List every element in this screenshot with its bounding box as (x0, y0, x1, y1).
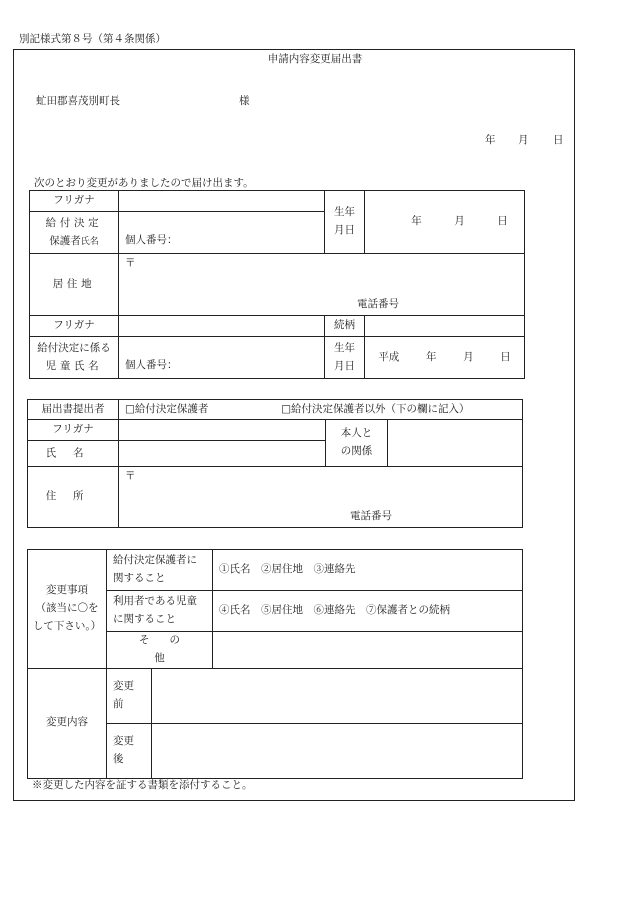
birth-month-label: 月 (454, 215, 465, 228)
changes-table (27, 549, 523, 779)
addressee: 虻田郡喜茂別町長 (36, 95, 120, 107)
date-year: 年 (485, 134, 496, 146)
relation-field[interactable] (365, 316, 525, 337)
child-id-number-label: 個人番号： (125, 359, 178, 372)
submitter-address-label: 住所 (28, 467, 119, 528)
change-content-label: 変更内容 (28, 668, 107, 778)
child-furigana-label: フリガナ (30, 316, 119, 337)
relation-label: 続柄 (325, 316, 365, 337)
furigana-label: フリガナ (30, 191, 119, 212)
submitter-label: 届出書提出者 (28, 400, 119, 420)
residence-field[interactable] (119, 254, 525, 316)
guardian-birth-field[interactable] (365, 191, 525, 254)
guardian-name-label: 給付決定 保護者氏名 (30, 212, 119, 254)
submitter-options (119, 400, 523, 420)
guardian-change-options[interactable]: ①氏名 ②居住地 ③連絡先 (213, 550, 523, 591)
option-guardian-checkbox[interactable]: □給付決定保護者 (125, 402, 209, 415)
submitter-relation-label: 本人と の関係 (326, 420, 388, 467)
child-birth-year-label: 年 (425, 350, 437, 363)
birth-day-label: 日 (497, 215, 508, 228)
form-reference: 別記様式第８号（第４条関係） (19, 33, 166, 45)
applicant-table (29, 190, 525, 379)
birth-label: 生年 月日 (325, 191, 365, 254)
child-name-field[interactable] (119, 337, 325, 379)
heisei-label: 平成 (378, 350, 400, 363)
intro-text: 次のとおり変更がありましたので届け出ます。 (34, 177, 254, 189)
other-change-field[interactable] (213, 632, 523, 669)
child-birth-month-label: 月 (463, 350, 474, 363)
id-number-label: 個人番号： (125, 234, 178, 247)
honorific: 様 (239, 95, 250, 107)
before-field[interactable] (152, 668, 523, 723)
residence-phone-label: 電話番号 (357, 298, 399, 310)
guardian-name-field[interactable] (119, 212, 325, 254)
submitter-postal-mark: 〒 (125, 470, 136, 482)
postal-mark: 〒 (125, 257, 136, 269)
child-furigana-field[interactable] (119, 316, 325, 337)
birth-year-label: 年 (411, 215, 422, 228)
option-other-checkbox[interactable]: □給付決定保護者以外（下の欄に記入） (281, 402, 470, 415)
submitter-address-field[interactable] (119, 467, 523, 528)
before-label: 変更 前 (107, 668, 152, 723)
after-field[interactable] (152, 723, 523, 778)
date-month: 月 (518, 134, 529, 146)
submitter-name-field[interactable] (119, 441, 326, 467)
change-items-label: 変更事項 （該当に〇を して下さい。） (28, 550, 107, 669)
submitter-furigana-field[interactable] (119, 420, 326, 441)
submitter-phone-label: 電話番号 (350, 510, 392, 522)
other-category-label: その他 (107, 632, 213, 669)
guardian-category-label: 給付決定保護者に 関すること (107, 550, 213, 591)
after-label: 変更 後 (107, 723, 152, 778)
footer-note: ※変更した内容を証する書類を添付すること。 (32, 779, 253, 791)
submitter-name-label: 氏名 (28, 441, 119, 467)
form-title: 申請内容変更届出書 (267, 53, 363, 65)
child-birth-day-label: 日 (500, 350, 511, 363)
child-category-label: 利用者である児童 に関すること (107, 591, 213, 632)
guardian-furigana-field[interactable] (119, 191, 325, 212)
child-change-options[interactable]: ④氏名 ⑤居住地 ⑥連絡先 ⑦保護者との続柄 (213, 591, 523, 632)
child-birth-field[interactable] (365, 337, 525, 379)
child-name-label: 給付決定に係る 児童氏名 (30, 337, 119, 379)
residence-label: 居住地 (30, 254, 119, 316)
submitter-furigana-label: フリガナ (28, 420, 119, 441)
date-day: 日 (553, 134, 564, 146)
child-birth-label: 生年 月日 (325, 337, 365, 379)
submitter-relation-field[interactable] (388, 420, 523, 467)
submitter-table (27, 399, 523, 528)
